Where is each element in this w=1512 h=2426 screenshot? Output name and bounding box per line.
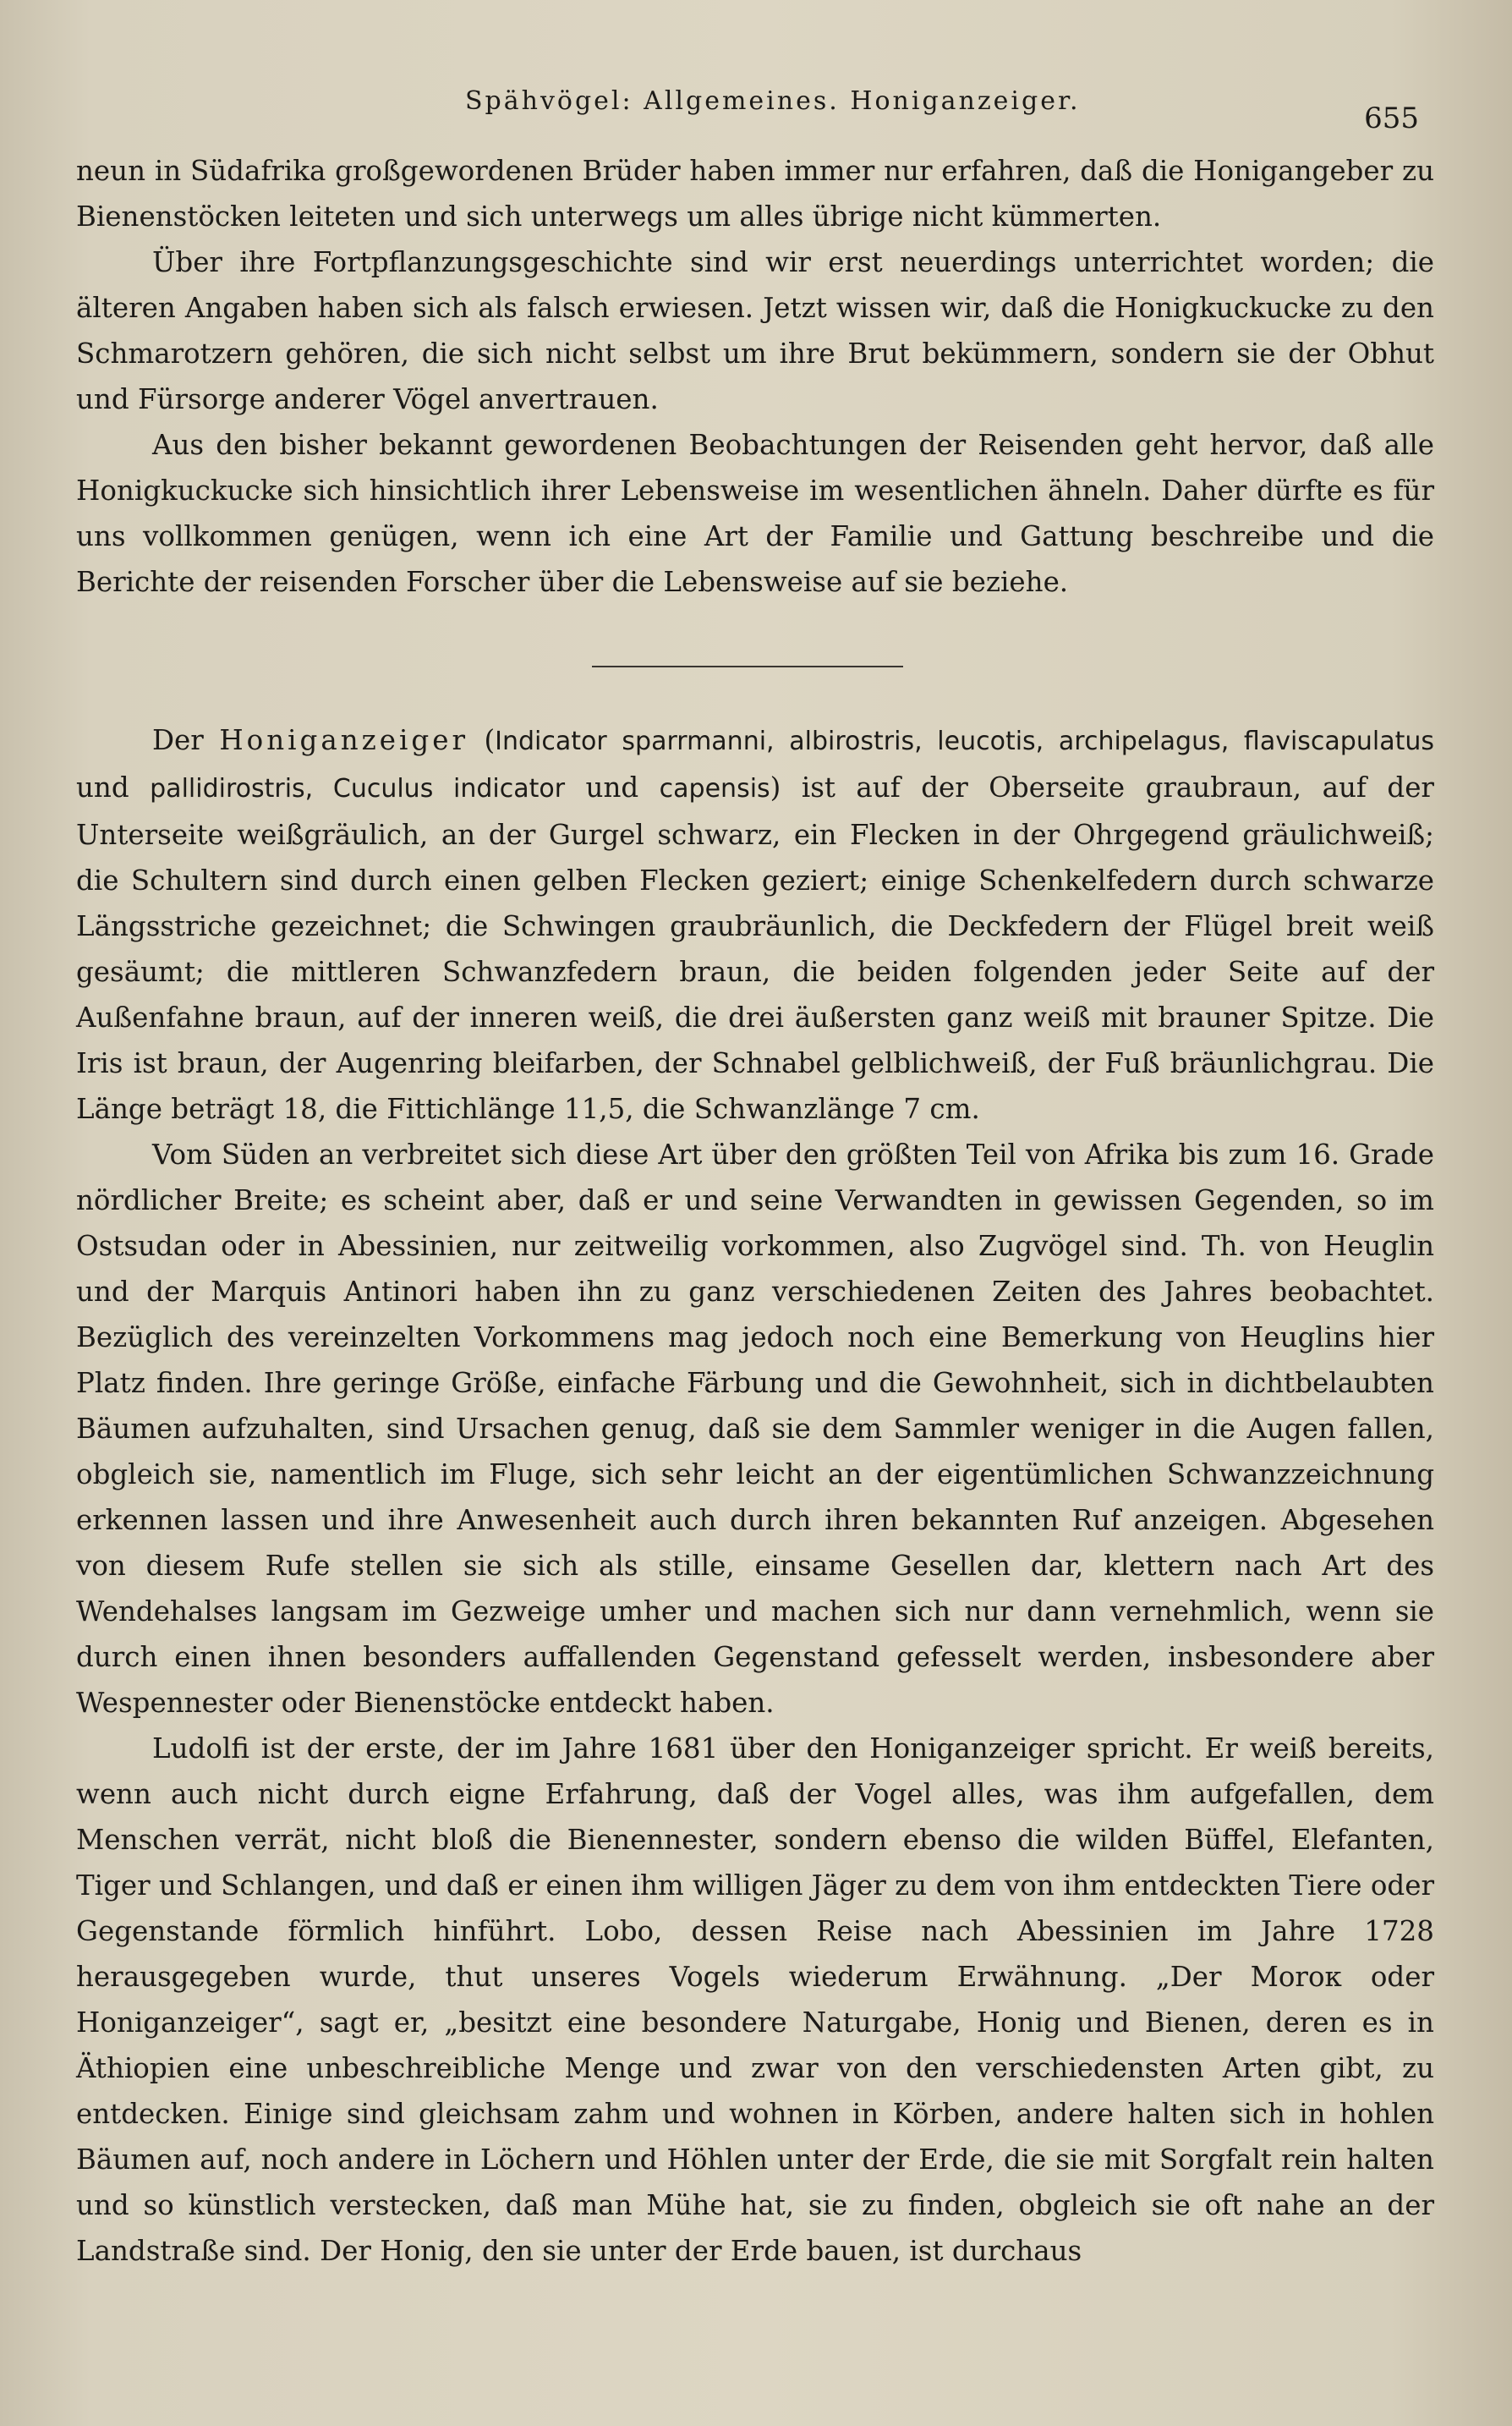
paren-open: (: [468, 724, 496, 756]
intro-section: [76, 148, 1434, 605]
intro-paragraph-2: Über ihre Fortpflanzungsgeschichte sind wir erst neuerdings unterrichtet worden; die älteren Angaben haben sich als falsch erwiesen. Jetzt wissen wir, daß die Honigkuckucke zu den Schmarotzern gehören, die sich nicht selbst um ihre Brut bekümmern, sondern sie der Obhut und Fürsorge anderer Vögel anvertrauen.: [76, 246, 1434, 415]
page-header: [76, 78, 1436, 137]
history-paragraph: Ludolfi ist der erste, der im Jahre 1681 über den Honiganzeiger spricht. Er weiß bereits, wenn auch nicht durch eigne Erfahrung, daß der Vogel alles, was ihm aufgefallen, dem Menschen verrät, nicht bloß die Bienennester, sondern ebenso die wilden Büffel, Elefanten, Tiger und Schlangen, und daß er einen ihm willigen Jäger zu dem von ihm entdeckten Tiere oder Gegenstande förmlich hinführt. Lobo, dessen Reise nach Abessinien im Jahre 1728 herausgegeben wurde, thut unseres Vogels wiederum Erwähnung. „Der Moroк oder Honiganzeiger“, sagt er, „besitzt eine besondere Naturgabe, Honig und Bienen, deren es in Äthiopien eine unbeschreibliche Menge und zwar von den verschiedensten Arten gibt, zu entdecken. Einige sind gleichsam zahm und wohnen in Körben, andere halten sich in hohlen Bäumen auf, noch andere in Löchern und Höhlen unter der Erde, die sie mit Sorgfalt rein halten und so künstlich verstecken, daß man Mühe hat, sie zu finden, obgleich sie oft nahe an der Landstraße sind. Der Honig, den sie unter der Erde bauen, ist durchaus: [76, 1732, 1434, 2267]
section-divider: [592, 666, 903, 667]
latin-synonyms-1: Indicator sparrmanni, albirostris, leucotis, archipelagus, flaviscapulatus: [495, 727, 1434, 756]
running-title: Spähvögel: Allgemeines. Honiganzeiger.: [465, 86, 1081, 116]
species-name: Honiganzeiger: [219, 724, 468, 756]
page-number: 655: [1364, 102, 1419, 135]
distribution-paragraph: Vom Süden an verbreitet sich diese Art über den größten Teil von Afrika bis zum 16. Grade nördlicher Breite; es scheint aber, daß er und seine Verwandten in gewissen Gegenden, so im Ostsudan oder in Abessinien, nur zeitweilig vorkommen, also Zugvögel sind. Th. von Heuglin und der Marquis Antinori haben ihn zu ganz verschiedenen Zeiten des Jahres beobachtet. Bezüglich des vereinzelten Vorkommens mag jedoch noch eine Bemerkung von Heuglins hier Platz finden. Ihre geringe Größe, einfache Färbung und die Gewohnheit, sich in dichtbelaubten Bäumen aufzuhalten, sind Ursachen genug, daß sie dem Sammler weniger in die Augen fallen, obgleich sie, namentlich im Fluge, sich sehr leicht an der eigentümlichen Schwanzzeichnung erkennen lassen und ihre Anwesenheit auch durch ihren bekannten Ruf anzeigen. Abgesehen von diesem Rufe stellen sie sich als stille, einsame Gesellen dar, klettern nach Art des Wendehalses langsam im Gezweige umher und machen sich nur dann vernehmlich, wenn sie durch einen ihnen besonders auffallenden Gegenstand gefesselt werden, insbesondere aber Wespennester oder Bienenstöcke entdeckt haben.: [76, 1139, 1434, 1719]
intro-paragraph-3: Aus den bisher bekannt gewordenen Beobachtungen der Reisenden geht hervor, daß alle Honigkuckucke sich hinsichtlich ihrer Lebensweise im wesentlichen ähneln. Daher dürfte es für uns vollkommen genügen, wenn ich eine Art der Familie und Gattung beschreibe und die Berichte der reisenden Forscher über die Lebensweise auf sie beziehe.: [76, 429, 1434, 598]
intro-paragraph-1: neun in Südafrika großgewordenen Brüder haben immer nur erfahren, daß die Honigangeber zu Bienenstöcken leiteten und sich unterwegs um alles übrige nicht kümmerten.: [76, 155, 1434, 233]
conjunction-1: und: [76, 771, 151, 804]
lead-word: Der: [152, 724, 220, 756]
conjunction-2: und: [565, 771, 660, 804]
latin-synonyms-2: pallidirostris, Cuculus indicator: [150, 774, 566, 804]
species-description-paragraph: [76, 717, 1434, 1132]
latin-synonyms-3: capensis: [659, 774, 770, 804]
description-text: ) ist auf der Oberseite graubraun, auf der Unterseite weißgräulich, an der Gurgel schwarz, ein Flecken in der Ohrgegend gräulichweiß; die Schultern sind durch einen gelben Flecken geziert; einige Schenkelfedern durch schwarze Längsstriche gezeichnet; die Schwingen graubräunlich, die Deckfedern der Flügel breit weiß gesäumt; die mittleren Schwanzfedern braun, die beiden folgenden jeder Seite auf der Außenfahne braun, auf der inneren weiß, die drei äußersten ganz weiß mit brauner Spitze. Die Iris ist braun, der Augenring bleifarben, der Schnabel gelblichweiß, der Fuß bräunlichgrau. Die Länge beträgt 18, die Fittichlänge 11,5, die Schwanzlänge 7 cm.: [76, 771, 1434, 1125]
species-section: [76, 717, 1434, 2274]
